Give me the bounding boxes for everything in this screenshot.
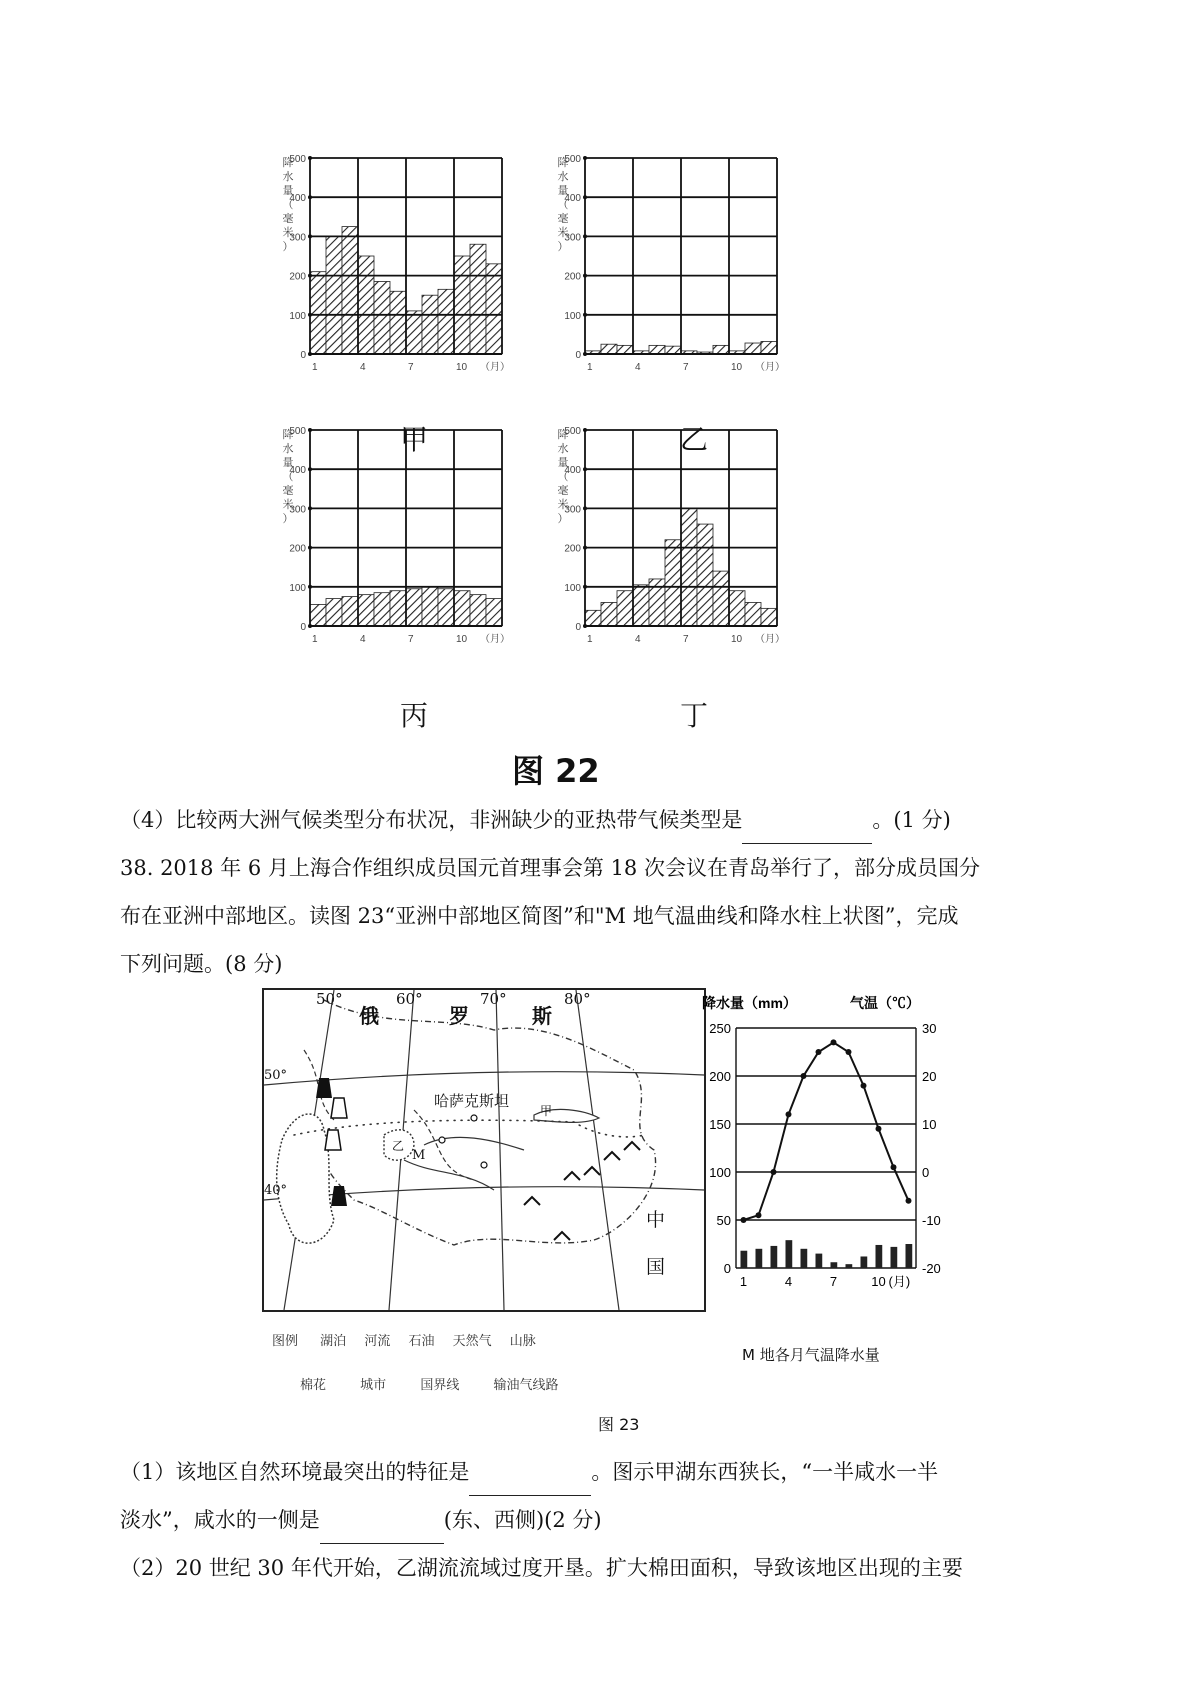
panel-label-jia: 甲 [399,423,428,456]
m-x-tick: 1 [739,1274,748,1289]
m-temp-point [831,1039,837,1045]
q1-blank-2[interactable] [320,1498,444,1544]
y-axis-label-char: 降 [282,429,294,441]
map-legend [272,1330,732,1349]
x-tick-label: 1 [312,362,318,373]
x-tick-label: 4 [360,362,366,373]
y-axis-label-char: 量 [282,457,294,469]
bar [649,345,665,354]
bar [681,508,697,626]
y-axis-label-char: 米 [282,499,294,511]
legend-gas: 天然气 [452,1334,492,1349]
question-38-1-line2 [120,1498,1065,1544]
m-left-title: 降水量（mm） [702,995,797,1011]
y-tick-label: 500 [564,426,581,437]
bar [617,591,633,626]
y-axis-label-char: 降 [557,429,569,441]
chart-svg [555,150,805,390]
x-tick-label: 7 [683,634,689,645]
bar [374,281,390,354]
legend-pipeline: 输油气线路 [493,1378,559,1393]
bar [406,311,422,354]
legend-river: 河流 [364,1334,391,1349]
bar [633,585,649,626]
y-axis-label-char: ） [282,513,294,525]
bar [422,587,438,626]
y-tick-label: 100 [289,582,306,594]
q1-part-a: （1）该地区自然环境最突出的特征是 [120,1460,470,1484]
m-right-tick: 20 [922,1069,937,1084]
legend-mountain: 山脉 [509,1334,536,1349]
bar [745,602,761,626]
bar [713,345,729,354]
y-tick-label: 200 [564,271,581,283]
y-tick-label: 0 [575,350,581,361]
x-tick-label: 10 [456,362,468,373]
x-tick-label: 4 [360,634,366,645]
m-precip-bar [756,1249,763,1268]
y-tick-label: 300 [564,232,581,244]
legend-city: 城市 [360,1378,387,1393]
chart-bing [280,422,530,662]
legend-lake: 湖泊 [320,1334,347,1349]
china-char-2: 国 [646,1256,666,1278]
bar [454,256,470,354]
y-tick-label: 500 [564,154,581,165]
bar [486,599,502,626]
y-axis-label-char: 水 [557,443,569,455]
x-unit-label: （月） [755,634,785,645]
legend-cotton: 棉花 [300,1378,327,1393]
lat-label-50: 50° [264,1068,288,1083]
x-tick-label: 7 [408,362,414,373]
y-tick-label: 100 [564,310,581,322]
lake-jia-label: 甲 [540,1104,553,1118]
bar [326,599,342,626]
question-38-1-line1 [120,1450,1065,1496]
x-unit-label: （月） [480,634,510,645]
m-right-tick: 10 [922,1117,937,1132]
bar [310,604,326,626]
lon-label-50: 50° [316,990,343,1008]
y-axis-label-char: 量 [282,185,294,197]
bar [470,595,486,626]
legend-border: 国界线 [420,1378,460,1393]
q4-tail: 。(1 分) [872,808,951,832]
y-axis-label-char: 毫 [282,213,294,225]
city-m-label: M [412,1148,426,1163]
m-left-tick: 0 [723,1261,731,1276]
y-tick-label: 500 [289,154,306,165]
chart-svg [555,422,805,662]
map-legend-row2 [300,1374,720,1393]
y-axis-label-char: 水 [282,443,294,455]
bar [342,227,358,354]
x-tick-label: 1 [587,362,593,373]
figure-23-title: 图 23 [598,1415,640,1434]
chart-ding [555,422,805,662]
bar [601,344,617,354]
bar [617,345,633,354]
legend-oil: 石油 [408,1334,435,1349]
bar [585,610,601,626]
m-temp-point [906,1198,912,1204]
map-svg [264,990,704,1310]
y-tick-label: 400 [289,193,306,205]
m-precip-bar [786,1240,793,1268]
m-left-tick: 200 [709,1069,731,1084]
m-chart-caption: M 地各月气温降水量 [742,1346,880,1364]
m-x-tick: 10 [871,1274,886,1289]
bar [438,289,454,354]
y-axis-label-char: 降 [282,157,294,169]
x-tick-label: 7 [683,362,689,373]
bar [358,256,374,354]
question-38-2: （2）20 世纪 30 年代开始，乙湖流流域过度开垦。扩大棉田面积，导致该地区出现的主要 [120,1556,963,1580]
y-axis-label-char: ） [557,241,569,253]
m-precip-bar [801,1249,808,1268]
x-unit-label: （月） [755,362,785,373]
m-precip-bar [891,1247,898,1268]
chart-jia [280,150,530,390]
y-tick-label: 0 [300,622,306,633]
bar [438,589,454,626]
m-temp-point [891,1164,897,1170]
y-tick-label: 300 [289,504,306,516]
question-38-line3: 下列问题。(8 分) [120,952,283,976]
x-tick-label: 4 [635,362,641,373]
m-temp-point [741,1217,747,1223]
country-char-2: 罗 [449,1004,469,1028]
m-right-title: 气温（℃） [850,995,920,1011]
q1-blank-1[interactable] [469,1450,591,1496]
bar [697,524,713,626]
m-precip-bar [816,1254,823,1268]
x-tick-label: 1 [312,634,318,645]
m-x-unit: (月) [888,1274,911,1289]
panel-label-bing: 丙 [399,699,428,732]
x-tick-label: 10 [731,634,743,645]
m-x-tick: 7 [829,1274,838,1289]
y-axis-label-char: 毫 [557,485,569,497]
m-temp-point [876,1126,882,1132]
bar [454,591,470,626]
m-precip-bar [876,1245,883,1268]
m-climate-chart [700,988,960,1328]
bar [713,571,729,626]
m-left-tick: 150 [709,1117,731,1132]
y-axis-label-char: 水 [282,171,294,183]
q4-text: （4）比较两大洲气候类型分布状况，非洲缺少的亚热带气候类型是 [120,808,743,832]
legend-title: 图例 [272,1334,299,1349]
m-precip-bar [831,1262,838,1268]
y-axis-label-char: 水 [557,171,569,183]
country-char-1: 俄 [359,1004,379,1028]
bar [422,295,438,354]
x-tick-label: 1 [587,634,593,645]
chart-svg [280,150,530,390]
y-tick-label: 200 [289,271,306,283]
bar [601,602,617,626]
x-tick-label: 10 [456,634,468,645]
y-tick-label: 0 [575,622,581,633]
x-tick-label: 7 [408,634,414,645]
y-tick-label: 400 [289,465,306,477]
y-axis-label-char: 米 [557,227,569,239]
y-axis-label-char: （ [282,199,294,211]
m-temp-point [801,1073,807,1079]
bar [745,343,761,354]
m-left-tick: 250 [709,1021,731,1036]
y-tick-label: 400 [564,465,581,477]
bar [358,595,374,626]
m-left-tick: 100 [709,1165,731,1180]
china-char-1: 中 [646,1209,666,1231]
q1-part-d: (东、西侧)(2 分) [443,1508,602,1532]
m-right-tick: -20 [922,1261,941,1276]
y-axis-label-char: 量 [557,457,569,469]
bar [406,589,422,626]
m-temp-point [816,1049,822,1055]
m-precip-bar [861,1256,868,1268]
y-axis-label-char: （ [282,471,294,483]
m-temp-point [771,1169,777,1175]
m-precip-bar [846,1264,853,1268]
chart-svg [280,422,530,662]
y-tick-label: 400 [564,193,581,205]
y-axis-label-char: 量 [557,185,569,197]
bar [390,291,406,354]
chart-yi [555,150,805,390]
y-tick-label: 100 [564,582,581,594]
m-right-tick: 0 [922,1165,930,1180]
y-axis-label-char: （ [557,199,569,211]
lon-label-80: 80° [564,990,591,1008]
y-tick-label: 300 [289,232,306,244]
y-tick-label: 200 [289,543,306,555]
bar [374,593,390,626]
y-axis-label-char: （ [557,471,569,483]
bar [486,264,502,354]
y-tick-label: 300 [564,504,581,516]
y-tick-label: 0 [300,350,306,361]
m-right-tick: -10 [922,1213,941,1228]
y-axis-label-char: ） [282,241,294,253]
m-temp-line [744,1042,909,1220]
y-axis-label-char: 毫 [557,213,569,225]
bar [326,236,342,354]
m-temp-point [846,1049,852,1055]
bar [310,272,326,354]
y-tick-label: 100 [289,310,306,322]
y-axis-label-char: 米 [557,499,569,511]
bar [342,597,358,626]
q1-part-c: 淡水”，咸水的一侧是 [120,1508,320,1532]
lon-label-70: 70° [480,990,507,1008]
region-kazakhstan: 哈萨克斯坦 [434,1092,510,1110]
m-left-tick: 50 [716,1213,731,1228]
y-axis-label-char: ） [557,513,569,525]
y-axis-label-char: 毫 [282,485,294,497]
m-precip-bar [771,1246,778,1268]
y-tick-label: 200 [564,543,581,555]
panel-label-ding: 丁 [679,699,708,732]
panel-label-yi: 乙 [679,423,708,456]
bar [390,591,406,626]
y-axis-label-char: 米 [282,227,294,239]
m-temp-point [861,1083,867,1089]
lat-label-40: 40° [264,1183,288,1198]
figure-22-title: 图 22 [512,752,600,790]
bar [665,540,681,626]
q4-blank[interactable] [742,798,872,844]
y-axis-label-char: 降 [557,157,569,169]
q1-part-b: 。图示甲湖东西狭长，“一半咸水一半 [591,1460,939,1484]
bar [761,341,777,354]
question-4 [120,798,1065,844]
x-tick-label: 4 [635,634,641,645]
m-temp-point [786,1111,792,1117]
lon-label-60: 60° [396,990,423,1008]
m-right-tick: 30 [922,1021,937,1036]
asia-central-map [262,988,706,1312]
question-38-line2: 布在亚洲中部地区。读图 23“亚洲中部地区简图”和"M 地气温曲线和降水柱上状图”，完成 [120,904,959,928]
bar [665,346,681,354]
country-char-3: 斯 [532,1004,552,1028]
m-precip-bar [906,1244,913,1268]
x-unit-label: （月） [480,362,510,373]
question-38-line1: 38. 2018 年 6 月上海合作组织成员国元首理事会第 18 次会议在青岛举行了，部分成员国分 [120,856,980,880]
bar [729,591,745,626]
m-precip-bar [741,1251,748,1268]
m-x-tick: 4 [784,1274,793,1289]
y-tick-label: 500 [289,426,306,437]
m-temp-point [756,1212,762,1218]
lake-yi-label: 乙 [392,1139,405,1153]
x-tick-label: 10 [731,362,743,373]
m-chart-svg [700,988,960,1328]
bar [761,608,777,626]
bar [470,244,486,354]
